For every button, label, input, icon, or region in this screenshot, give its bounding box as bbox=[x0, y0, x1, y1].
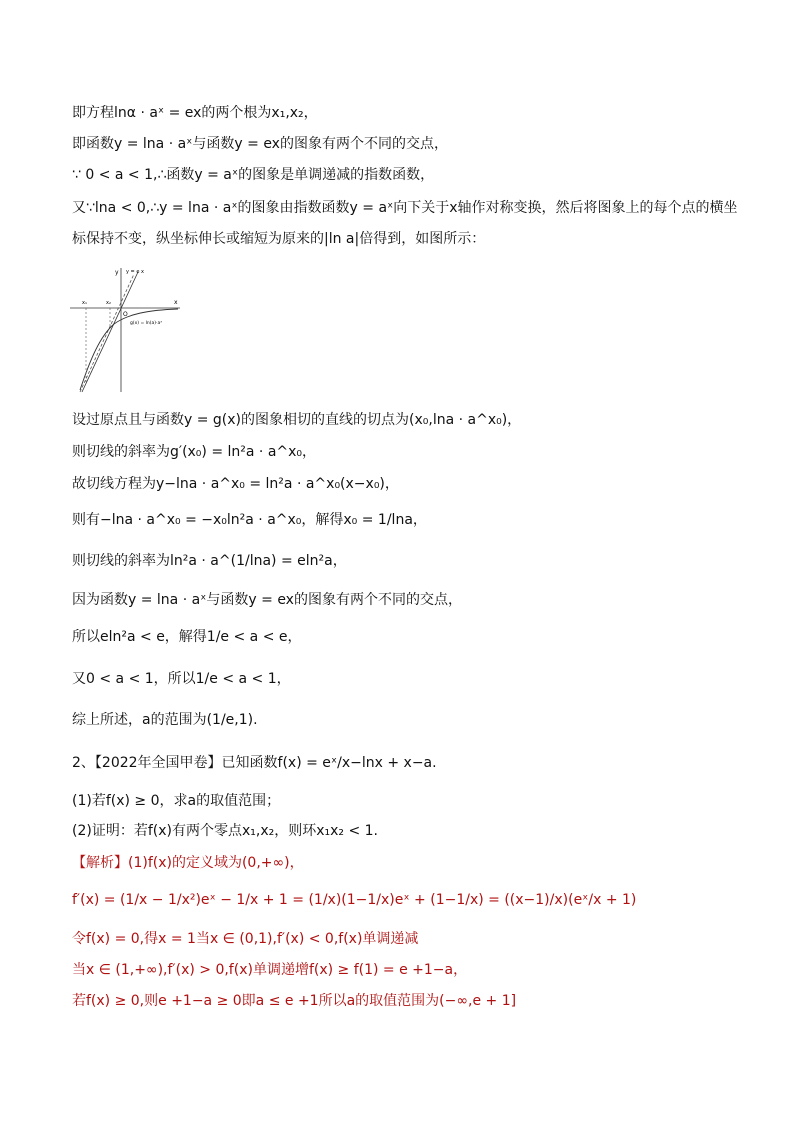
solution-line-6: 设过原点且与函数y = g(x)的图象相切的直线的切点为(x₀,lna · a^x₀)， bbox=[72, 412, 522, 428]
solution-line-13: 又0 < a < 1，所以1/e < a < 1， bbox=[72, 671, 291, 687]
line-y-ex bbox=[82, 272, 138, 392]
axis-y-label: y bbox=[115, 269, 119, 276]
solution-line-2: 即函数y = lna · aˣ与函数y = ex的图象有两个不同的交点， bbox=[72, 136, 448, 152]
solution-line-8: 故切线方程为y−lna · a^x₀ = ln²a · a^x₀(x−x₀)， bbox=[72, 476, 399, 492]
solution-line-4: 又∵lna < 0,∴y = lna · aˣ的图象由指数函数y = aˣ向下关于x轴作对称变换，然后将图象上的每个点的横坐 bbox=[72, 200, 738, 216]
x1-label: x₁ bbox=[82, 300, 87, 306]
problem-header: 2、【2022年全国甲卷】已知函数f(x) = eˣ/x−lnx + x−a. bbox=[72, 755, 437, 771]
tangent-line bbox=[80, 274, 134, 392]
solution-line-9: 则有−lna · a^x₀ = −x₀ln²a · a^x₀，解得x₀ = 1/lna， bbox=[72, 512, 427, 528]
analysis-line-1: 【解析】(1)f(x)的定义域为(0,+∞)， bbox=[72, 855, 304, 871]
problem-part1: (1)若f(x) ≥ 0，求a的取值范围； bbox=[72, 793, 281, 809]
axis-x-label: x bbox=[174, 299, 178, 306]
solution-line-3: ∵ 0 < a < 1,∴函数y = aˣ的图象是单调递减的指数函数， bbox=[72, 167, 435, 183]
solution-line-10: 则切线的斜率为ln²a · a^(1/lna) = eln²a， bbox=[72, 553, 347, 569]
analysis-line-2: f′(x) = (1/x − 1/x²)eˣ − 1/x + 1 = (1/x)(1−1/x)eˣ + (1−1/x) = ((x−1)/x)(eˣ/x + 1) bbox=[72, 892, 637, 908]
solution-line-12: 所以eln²a < e，解得1/e < a < e， bbox=[72, 629, 302, 645]
curve-g bbox=[80, 309, 178, 390]
solution-line-5: 标保持不变，纵坐标伸长或缩短为原来的|ln a|倍得到，如图所示： bbox=[72, 231, 486, 247]
line-label: y = e x bbox=[126, 269, 144, 275]
curve-label: g(x) = ln(a)·aˣ bbox=[130, 321, 163, 326]
solution-line-11: 因为函数y = lna · aˣ与函数y = ex的图象有两个不同的交点， bbox=[72, 592, 462, 608]
analysis-line-4: 当x ∈ (1,+∞),f′(x) > 0,f(x)单调递增f(x) ≥ f(1) = e +1−a， bbox=[72, 962, 468, 978]
analysis-line-5: 若f(x) ≥ 0,则e +1−a ≥ 0即a ≤ e +1所以a的取值范围为(−∞,e + 1] bbox=[72, 993, 517, 1009]
solution-line-1: 即方程lnα · aˣ = ex的两个根为x₁,x₂， bbox=[72, 105, 318, 121]
origin-label: O bbox=[123, 311, 128, 318]
function-graph-figure bbox=[68, 264, 198, 396]
solution-line-7: 则切线的斜率为g′(x₀) = ln²a · a^x₀， bbox=[72, 444, 317, 460]
problem-part2: (2)证明：若f(x)有两个零点x₁,x₂，则环x₁x₂ < 1. bbox=[72, 823, 378, 839]
analysis-line-3: 令f(x) = 0,得x = 1当x ∈ (0,1),f′(x) < 0,f(x)单调递减 bbox=[72, 931, 419, 947]
x2-label: x₂ bbox=[106, 300, 111, 306]
solution-line-14: 综上所述，a的范围为(1/e,1). bbox=[72, 712, 258, 728]
